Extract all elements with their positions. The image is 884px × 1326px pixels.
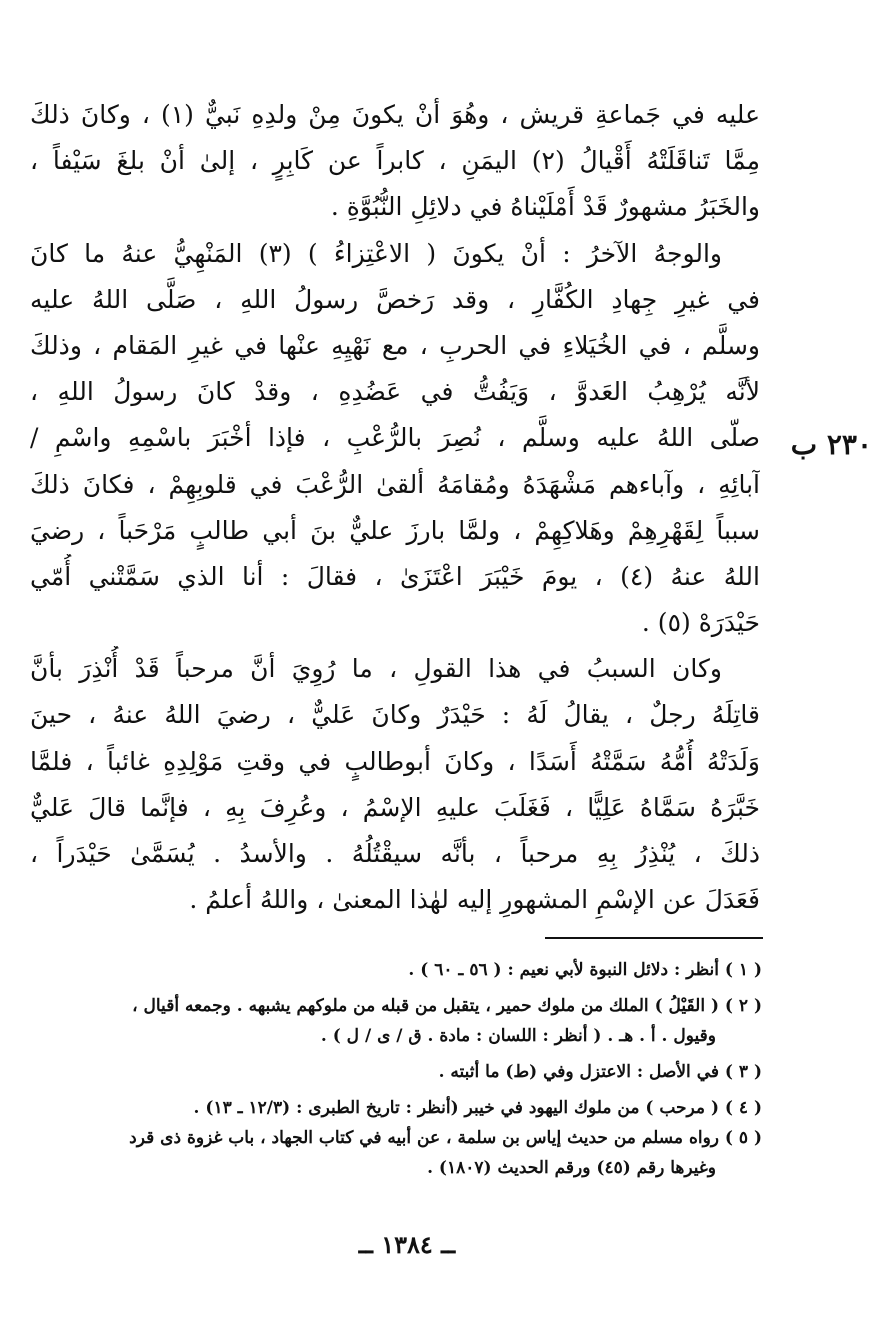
text-line: صلّى اللهُ عليه وسلَّم ، نُصِرَ بالرُّعْبِ ، فإذا أخْبَرَ باسْمِهِ واسْمِ /: [30, 423, 760, 453]
folio-marker: ٢٣٠ ب: [790, 428, 872, 461]
footnote-2: ( ٢ ) ( القَيْلُ ) الملك من ملوك حمير ، يتقبل من قبله من ملوكهم يشبهه . وجمعه أقيال ،: [132, 996, 762, 1016]
footnote-5: ( ٥ ) رواه مسلم من حديث إياس بن سلمة ، عن أبيه في كتاب الجهاد ، باب غزوة ذى قرد: [129, 1128, 762, 1148]
text-line: ذلكَ ، يُنْذِرُ بِهِ مرحباً ، بأنَّه سيقْتُلُهُ . والأسدُ . يُسَمَّىٰ حَيْدَراً ،: [30, 839, 760, 868]
text-line: عليه في جَماعةِ قريش ، وهُوَ أنْ يكونَ مِنْ ولدِهِ نَبيٌّ (١) ، وكانَ ذلكَ: [30, 100, 760, 129]
text-line: والخَبَرُ مشهورٌ قَدْ أَمْلَيْناهُ في دلائِلِ النُّبُوَّةِ .: [330, 192, 760, 222]
main-text: [30, 92, 760, 923]
text-line: اللهُ عنهُ (٤) ، يومَ خَيْبَرَ اعْتَزَىٰ ، فقالَ : أنا الذي سَمَّتْني أُمّي: [30, 561, 760, 591]
page-number: ــ ١٣٨٤ ــ: [358, 1230, 456, 1259]
text-line: حَيْدَرَهْ (٥) .: [641, 608, 760, 638]
text-line: فَعَدَلَ عن الإسْمِ المشهورِ إليه لهٰذا المعنىٰ ، واللهُ أعلمُ .: [189, 885, 760, 915]
footnote-4: ( ٤ ) ( مرحب ) من ملوك اليهود في خيبر (أنظر : تاريخ الطبرى : (١٢/٣ ـ ١٣) .: [193, 1098, 762, 1118]
footnote-2-continued: وقيول . أ . هـ . ( أنظر : اللسان : مادة . ق / ى / ل ) .: [320, 1026, 716, 1046]
paragraph-start: والوجهُ الآخرُ : أنْ يكونَ ( الاعْتِزاءُ ) (٣) المَنْهِيُّ عنهُ ما كانَ: [30, 238, 722, 268]
text-line: مِمَّا تَناقَلَتْهُ أَقْيالُ (٢) اليمَنِ ، كابراً عن كَابِرٍ ، إلىٰ أنْ بلغَ سَيْفاً ،: [30, 146, 760, 176]
footnote-5-continued: وغيرها رقم (٤٥) ورقم الحديث (١٨٠٧) .: [427, 1158, 716, 1178]
text-line: خَبَّرَهُ سَمَّاهُ عَلِيًّا ، فَغَلَبَ عليهِ الإسْمُ ، وعُرِفَ بِهِ ، فإنَّما قالَ عَليٌّ: [30, 792, 760, 822]
footnote-divider: [545, 937, 763, 939]
footnote-1: ( ١ ) أنظر : دلائل النبوة لأبي نعيم : ( ٥٦ ـ ٦٠ ) .: [408, 960, 762, 980]
footnote-3: ( ٣ ) في الأصل : الاعتزل وفي (ط) ما أثبته .: [438, 1062, 762, 1082]
text-line: وَلَدَتْهُ أُمُّهُ سَمَّتْهُ أَسَدًا ، وكانَ أبوطالبٍ في وقتِ مَوْلِدِهِ غائباً ، فلمَّا: [30, 746, 760, 776]
footnotes: [40, 955, 762, 1183]
text-line: لأنَّه يُرْهِبُ العَدوَّ ، وَيَفُتُّ في عَضُدِهِ ، وقدْ كانَ رسولُ اللهِ ،: [30, 377, 760, 407]
text-line: وسلَّم ، في الخُيَلاءِ في الحربِ ، مع نَهْيِهِ عنْها في غيرِ المَقام ، وذلكَ: [30, 330, 760, 360]
text-line: في غيرِ جِهادِ الكُفَّارِ ، وقد رَخصَّ رسولُ اللهِ ، صَلَّى اللهُ عليه: [30, 284, 760, 314]
text-line: قاتِلَهُ رجلٌ ، يقالُ لَهُ : حَيْدَرٌ وكانَ عَليٌّ ، رضيَ اللهُ عنهُ ، حينَ: [30, 700, 760, 730]
paragraph-start: وكان السببُ في هذا القولِ ، ما رُوِيَ أنَّ مرحباً قَدْ أُنْذِرَ بأنَّ: [30, 654, 722, 684]
text-line: آبائِهِ ، وآباءهم مَشْهَدَهُ ومُقامَهُ ألقىٰ الرُّعْبَ في قلوبِهِمْ ، فكانَ ذلكَ: [30, 469, 760, 499]
text-line: سبباً لِقَهْرِهِمْ وهَلاكِهِمْ ، ولمَّا بارزَ عليٌّ بنَ أبي طالبٍ مَرْحَباً ، رضيَ: [30, 515, 760, 545]
